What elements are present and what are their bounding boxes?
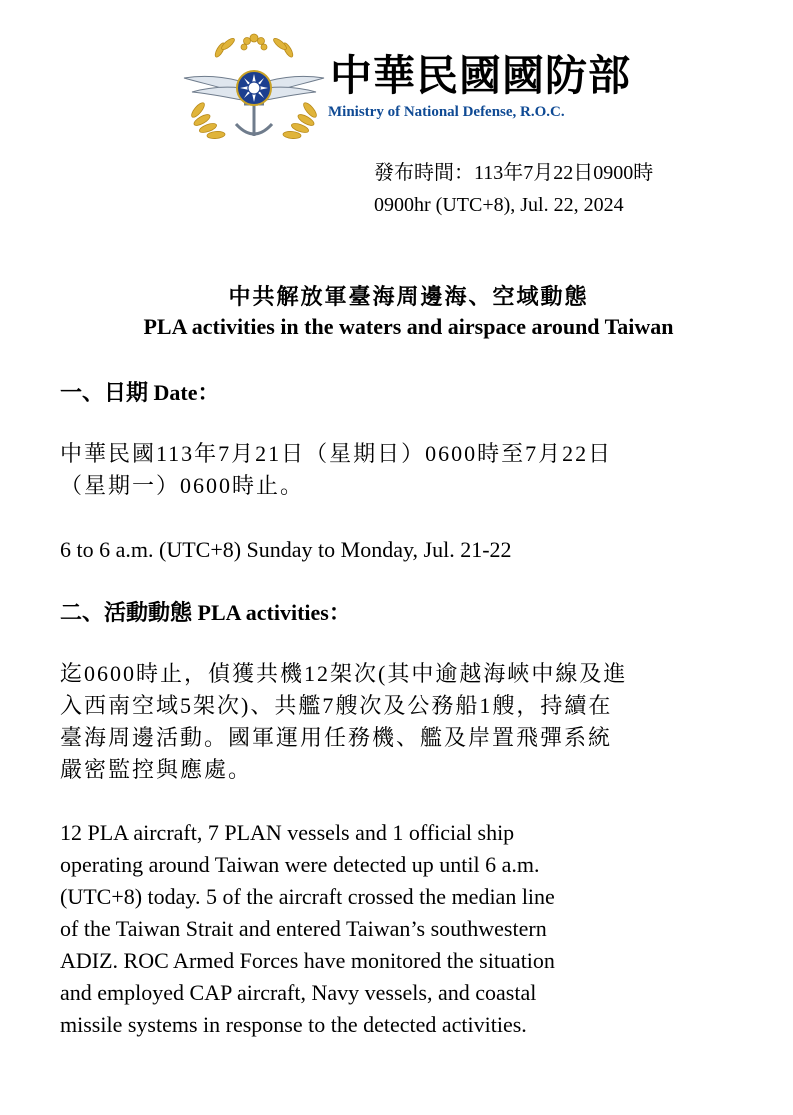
section-2-body-en-line: missile systems in response to the detected activities. bbox=[60, 1012, 527, 1037]
release-time-cn: 發布時間：113年7月22日0900時 bbox=[374, 162, 654, 184]
ministry-emblem-logo bbox=[180, 28, 328, 150]
section-2-body-en-line: ADIZ. ROC Armed Forces have monitored the situation bbox=[60, 948, 555, 973]
section-2-body-cn-line: 迄0600時止，偵獲共機12架次(其中逾越海峽中線及進 bbox=[60, 661, 628, 686]
section-1-body-cn-line: （星期一）0600時止。 bbox=[60, 473, 305, 498]
page-title bbox=[0, 282, 793, 342]
section-2-body-cn-line: 入西南空域5架次)、共艦7艘次及公務船1艘，持續在 bbox=[60, 693, 613, 718]
section-2-body-en-line: 12 PLA aircraft, 7 PLAN vessels and 1 official ship bbox=[60, 820, 515, 845]
section-1-heading: 一、日期 Date： bbox=[60, 380, 220, 405]
section-1-body-en: 6 to 6 a.m. (UTC+8) Sunday to Monday, Jul. 21-22 bbox=[60, 537, 512, 562]
section-2-body-cn bbox=[60, 658, 750, 786]
section-2-body-en-line: of the Taiwan Strait and entered Taiwan’s southwestern bbox=[60, 916, 547, 941]
section-2-body-en-line: and employed CAP aircraft, Navy vessels, and coastal bbox=[60, 980, 537, 1005]
title-cn: 中共解放軍臺海周邊海、空域動態 bbox=[228, 284, 589, 309]
section-2-body-cn-line: 臺海周邊活動。國軍運用任務機、艦及岸置飛彈系統 bbox=[60, 725, 613, 750]
release-time bbox=[374, 157, 653, 221]
emblem-icon bbox=[180, 28, 328, 150]
org-name-cn: 中華民國國防部 bbox=[330, 54, 632, 100]
section-1-body-cn-line: 中華民國113年7月21日（星期日）0600時至7月22日 bbox=[60, 441, 613, 466]
section-2-body-cn-line: 嚴密監控與應處。 bbox=[60, 757, 253, 782]
section-2-body-en-line: operating around Taiwan were detected up until 6 a.m. bbox=[60, 852, 540, 877]
release-time-en: 0900hr (UTC+8), Jul. 22, 2024 bbox=[374, 194, 624, 216]
section-2-body-en-line: (UTC+8) today. 5 of the aircraft crossed the median line bbox=[60, 884, 555, 909]
section-1-body-cn bbox=[60, 438, 750, 502]
org-name-en: Ministry of National Defense, R.O.C. bbox=[328, 104, 565, 120]
section-2-heading: 二、活動動態 PLA activities： bbox=[60, 600, 351, 625]
title-en: PLA activities in the waters and airspace around Taiwan bbox=[143, 314, 674, 339]
section-2-body-en bbox=[60, 817, 750, 1041]
